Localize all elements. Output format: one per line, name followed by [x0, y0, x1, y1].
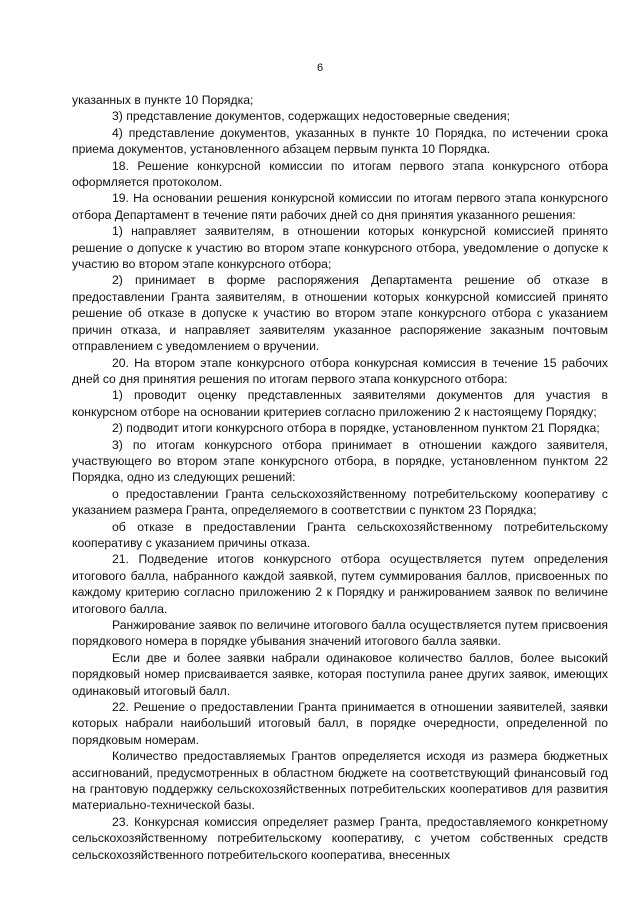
paragraph: об отказе в предоставлении Гранта сельскохозяйственному потребительскому кооперативу с указанием причины отказа. [72, 519, 608, 550]
paragraph: о предоставлении Гранта сельскохозяйственному потребительскому кооперативу с указанием размера Гранта, определяемого в соответствии с пунктом 23 Порядка; [72, 486, 608, 518]
paragraph: Количество предоставляемых Грантов определяется исходя из размера бюджетных ассигнований, предусмотренных в областном бюджете на соответствующий финансовый год на грантовую поддержку сельскохозяйственных потребительских кооперативов для развития материально-технической базы. [72, 749, 608, 813]
paragraph: 23. Конкурсная комиссия определяет размер Гранта, предоставляемого конкретному сельскохозяйственному потребительскому кооперативу, с учетом собственных средств сельскохозяйственного потребительского кооператива, внесенных [72, 814, 608, 862]
paragraph: 2) принимает в форме распоряжения Департамента решение об отказе в предоставлении Гранта заявителям, в отношении которых конкурсной комиссией принято решение об отказе в допуске к участию во втором этапе конкурсного отбора с указанием причин отказа, и направляет заявителям указанное распоряжение заказным почтовым отправлением с уведомлением о вручении. [72, 273, 608, 354]
document-body [72, 92, 608, 863]
paragraph: 3) по итогам конкурсного отбора принимает в отношении каждого заявителя, участвующего во втором этапе конкурсного отбора, в порядке, установленном пунктом 22 Порядка, одно из следующих решений: [72, 437, 608, 485]
paragraph: 21. Подведение итогов конкурсного отбора осуществляется путем определения итогового балла, набранного каждой заявкой, путем суммирования баллов, присвоенных по каждому критерию согласно приложению 2 к Порядку и ранжированием заявок по величине итогового балла. [72, 552, 608, 616]
paragraph: 1) направляет заявителям, в отношении которых конкурсной комиссией принято решение о допуске к участию во втором этапе конкурсного отбора, уведомление о допуске к участию во втором этапе конкурсного отбора; [72, 224, 608, 272]
paragraph: 1) проводит оценку представленных заявителями документов для участия в конкурсном отборе на основании критериев согласно приложению 2 к настоящему Порядку; [72, 388, 608, 419]
page-number: 6 [316, 62, 324, 74]
paragraph: 2) подводит итоги конкурсного отбора в порядке, установленном пунктом 21 Порядка; [112, 421, 600, 436]
paragraph: 20. На втором этапе конкурсного отбора конкурсная комиссия в течение 15 рабочих дней со дня принятия решения по итогам первого этапа конкурсного отбора: [72, 355, 608, 386]
paragraph: 19. На основании решения конкурсной комиссии по итогам первого этапа конкурсного отбора Департамент в течение пяти рабочих дней со дня принятия указанного решения: [72, 191, 608, 222]
paragraph: Ранжирование заявок по величине итогового балла осуществляется путем присвоения порядкового номера в порядке убывания значений итогового балла заявки. [72, 618, 608, 649]
paragraph: 18. Решение конкурсной комиссии по итогам первого этапа конкурсного отбора оформляется протоколом. [72, 158, 608, 190]
paragraph: Если две и более заявки набрали одинаковое количество баллов, более высокий порядковый номер присваивается заявке, которая поступила ранее других заявок, имеющих одинаковый итоговый балл. [72, 650, 608, 698]
paragraph: указанных в пункте 10 Порядка; [72, 93, 254, 107]
paragraph: 22. Решение о предоставлении Гранта принимается в отношении заявителей, заявки которых набрали наибольший итоговый балл, в порядке очередности, определенной по порядковым номерам. [72, 700, 608, 747]
paragraph: 3) представление документов, содержащих недостоверные сведения; [112, 109, 511, 124]
paragraph: 4) представление документов, указанных в пункте 10 Порядка, по истечении срока приема документов, установленного абзацем первым пункта 10 Порядка. [72, 125, 608, 157]
